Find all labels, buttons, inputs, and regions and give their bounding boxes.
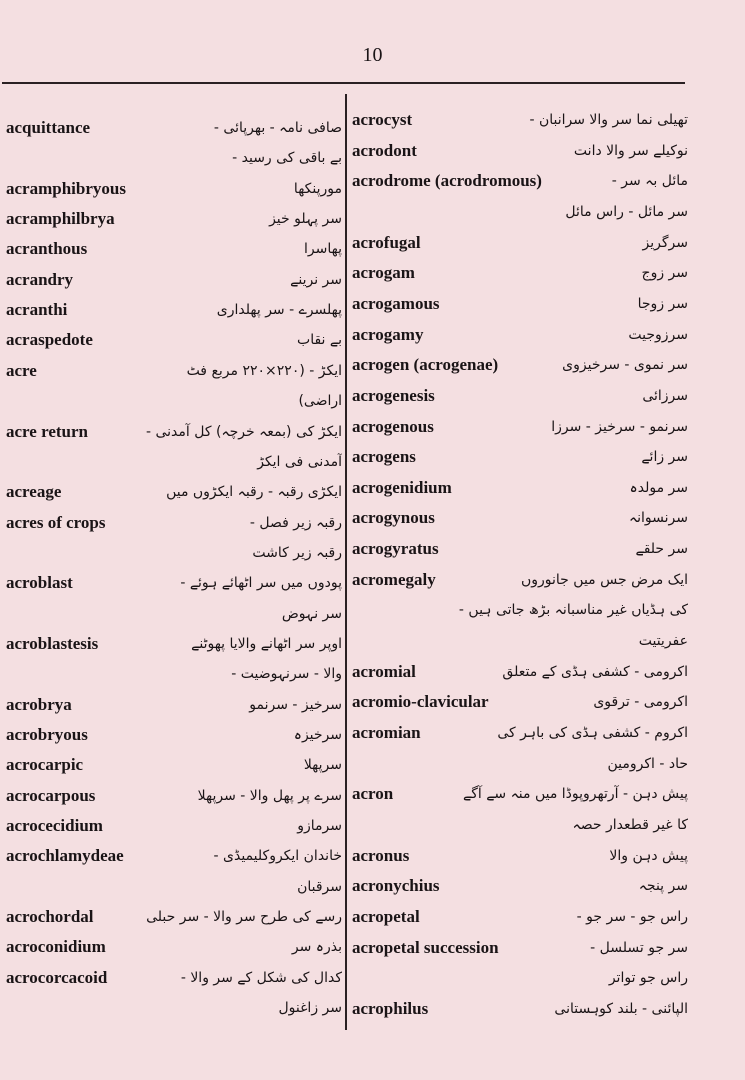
entry-definition: کدال کی شکل کے سر والا - [180,969,342,986]
entry-definition: سرے پر پھل والا - سرپھلا [197,787,342,804]
entry-headword: acrogenidium [352,477,452,497]
entry-definition: پیش دہن والا [609,847,688,864]
dictionary-entry [352,565,688,595]
dictionary-entry [6,659,342,689]
entry-definition: سر جو تسلسل - [590,939,688,956]
entry-headword: acramphilbrya [6,209,115,229]
entry-definition: آمدنی فی ایکڑ [257,453,342,470]
entry-definition: راس جو - سر جو - [576,908,688,925]
dictionary-entry [6,629,342,659]
dictionary-entry [6,295,342,325]
entry-definition: سرپھلا [303,757,342,774]
entry-definition: سرزوجیت [628,326,688,343]
dictionary-entry [6,781,342,811]
dictionary-entry [352,902,688,932]
entry-definition: صافی نامہ - بھرپائی - [213,120,342,136]
dictionary-entry [352,503,688,533]
entry-headword: acronus [352,845,410,865]
dictionary-entry [352,105,688,135]
entry-headword: acrochordal [6,907,94,927]
entry-definition: خاندان ایکروکلیمیڈی - [213,848,342,865]
entry-definition: اکرومی - کشفی ہڈی کے متعلق [502,663,688,680]
dictionary-entry [6,204,342,234]
entry-definition: مورپنکھا [293,180,342,197]
entry-definition: پودوں میں سر اٹھائے ہوئے - [180,575,342,592]
dictionary-entry [352,442,688,472]
dictionary-entry [352,320,688,350]
entry-definition: سر زائے [641,449,688,466]
top-rule [2,82,685,84]
entry-headword: acrocyst [352,110,413,129]
entry-headword: acrogam [352,263,415,283]
dictionary-entry [352,841,688,871]
dictionary-entry [352,994,688,1024]
entry-definition: بے نقاب [297,332,342,349]
dictionary-entry [352,228,688,258]
entry-headword: acrogamous [352,293,440,313]
entry-definition: رقبہ زیر کاشت [252,544,342,561]
entry-headword: acrobryous [6,725,88,744]
dictionary-entry [6,932,342,962]
dictionary-entry [6,265,342,295]
entry-definition: سرزائی [642,387,688,404]
dictionary-entry [352,197,688,227]
entry-headword: acroconidium [6,937,106,957]
entry-definition: اکروم - کشفی ہڈی کی باہر کی [497,725,688,741]
entry-definition: سر نرینے [290,271,342,288]
entry-definition: کا غیر قطعدار حصہ [572,816,688,833]
entry-definition: حاد - اکرومین [607,755,688,772]
dictionary-entry [352,749,688,779]
dictionary-entry [6,902,342,932]
entry-definition: سر زوجا [637,295,688,312]
entry-headword: acramphibryous [6,178,126,198]
entry-headword: acrogamy [352,324,424,344]
entry-headword: acrocecidium [6,816,103,836]
dictionary-entry [6,417,342,447]
dictionary-entry [6,477,342,507]
entry-headword: acquittance [6,118,91,137]
entry-headword: acrophilus [352,998,429,1018]
dictionary-entry [352,810,688,840]
entry-headword: acre [6,360,37,380]
dictionary-entry [352,933,688,963]
entry-definition: مائل بہ سر - [611,173,688,190]
dictionary-entry [352,350,688,380]
entry-headword: acrodont [352,140,417,160]
entry-definition: سر زوج [641,265,688,282]
entry-definition: سر نموی - سرخیزوی [562,357,688,374]
entry-headword: acrogenous [352,416,434,436]
dictionary-entry [352,595,688,625]
entry-definition: ایکڑ کی (بمعہ خرچہ) کل آمدنی - [145,423,342,440]
dictionary-entry [6,720,342,750]
entry-headword: acrogyratus [352,539,439,559]
entry-headword: acron [352,784,394,804]
entry-definition: اراضی) [298,393,342,410]
entry-definition: سرخیزہ [293,727,342,743]
entry-headword: acre return [6,421,88,441]
entry-headword: acres of crops [6,512,106,532]
entry-headword: acrofugal [352,232,421,252]
dictionary-entry [352,473,688,503]
dictionary-entry [6,356,342,386]
entry-definition: نوکیلے سر والا دانت [573,142,688,159]
entry-headword: acraspedote [6,330,93,350]
dictionary-entry [6,143,342,173]
dictionary-entry [6,447,342,477]
entry-headword: acromial [352,661,416,681]
dictionary-entry [352,718,688,748]
dictionary-entry [352,166,688,196]
entry-definition: بے باقی کی رسید - [232,150,342,167]
entry-definition: بذرہ سر [291,939,342,956]
dictionary-entry [6,993,342,1023]
entry-definition: سرقبان [297,878,342,895]
dictionary-entry [6,750,342,780]
dictionary-entry [352,136,688,166]
dictionary-entry [6,508,342,538]
page-number: 10 [362,44,383,66]
dictionary-entry [6,841,342,871]
entry-headword: acrochlamydeae [6,846,124,866]
entry-definition: سر حلقے [635,541,688,558]
entry-definition: رسے کی طرح سر والا - سر حبلی [146,909,342,926]
dictionary-entry [352,779,688,809]
dictionary-entry [352,289,688,319]
entry-headword: acrodrome (acrodromous) [352,171,542,191]
entry-definition: پھلسرے - سر پھلداری [216,302,342,319]
entry-definition: پھاسرا [304,241,342,258]
entry-definition: سر مائل - راس مائل [565,203,688,220]
entry-definition: سر نہوض [281,605,342,622]
dictionary-entry [352,626,688,656]
entry-definition: ایکڑی رقبہ - رقبہ ایکڑوں میں [166,484,342,501]
entry-definition: سرخیز - سرنمو [249,696,342,713]
dictionary-entry [6,113,342,143]
dictionary-entry [6,568,342,598]
entry-headword: acrogenesis [352,385,435,405]
entry-headword: acranthi [6,300,68,320]
entry-definition: راس جو تواتر [608,970,688,987]
entry-headword: acrocorcacoid [6,967,108,987]
entry-definition: سرنسوانہ [628,510,688,527]
entry-definition: کی ہڈیاں غیر مناسبانہ بڑھ جاتی ہیں - [458,602,688,619]
dictionary-entry [6,386,342,416]
entry-headword: acreage [6,482,62,502]
entry-headword: acronychius [352,876,440,896]
entry-definition: رقبہ زیر فصل - [249,514,342,531]
entry-definition: الپائنی - بلند کوہستانی [554,1000,688,1017]
dictionary-entry [6,690,342,720]
entry-definition: سرمازو [297,818,342,835]
entry-definition: پیش دہن - آرتھروپوڈا میں منہ سے آگے [462,786,688,803]
column-divider [345,94,347,1030]
dictionary-entry [6,811,342,841]
entry-headword: acrandry [6,269,74,289]
entry-headword: acrogens [352,447,416,467]
dictionary-entry [352,534,688,564]
entry-headword: acromegaly [352,569,436,589]
entry-definition: سرگریز [642,234,688,251]
entry-definition: سر پہلو خیز [269,211,342,228]
entry-headword: acropetal succession [352,937,499,957]
entry-headword: acropetal [352,906,420,926]
dictionary-entry [352,258,688,288]
entry-headword: acrogynous [352,508,435,528]
dictionary-entry [352,963,688,993]
entry-definition: اوپر سر اٹھانے والایا پھوٹنے [191,635,342,652]
entry-definition: سرنمو - سرخیز - سرزا [551,418,688,435]
dictionary-entry [352,871,688,901]
entry-headword: acromio-clavicular [352,692,489,712]
entry-headword: acroblast [6,573,73,593]
entry-definition: عفریتیت [638,633,688,650]
dictionary-entry [352,657,688,687]
entry-definition: والا - سرنہوضیت - [231,666,342,683]
entry-headword: acromian [352,723,421,742]
dictionary-entry [6,538,342,568]
entry-definition: اکرومی - ترقوی [593,694,688,711]
dictionary-entry [6,872,342,902]
dictionary-entry [6,234,342,264]
entry-headword: acroblastesis [6,633,99,653]
dictionary-entry [352,412,688,442]
entry-headword: acrobrya [6,694,72,714]
entry-definition: سر زاغنول [278,1000,342,1017]
entry-definition: تھیلی نما سر والا سرانبان - [529,112,688,128]
entry-definition: سر پنجہ [638,878,688,895]
dictionary-entry [6,174,342,204]
entry-definition: ایک مرض جس میں جانوروں [520,571,688,588]
dictionary-entry [6,963,342,993]
dictionary-entry [6,325,342,355]
entry-headword: acrocarpous [6,785,96,805]
entry-definition: ایکڑ - (۲۲۰×۲۲۰ مربع فٹ [186,362,342,379]
entry-headword: acranthous [6,239,88,259]
dictionary-entry [352,687,688,717]
entry-headword: acrocarpic [6,755,84,775]
entry-headword: acrogen (acrogenae) [352,355,499,375]
entry-definition: سر مولدہ [629,479,688,496]
dictionary-entry [352,381,688,411]
dictionary-entry [6,599,342,629]
